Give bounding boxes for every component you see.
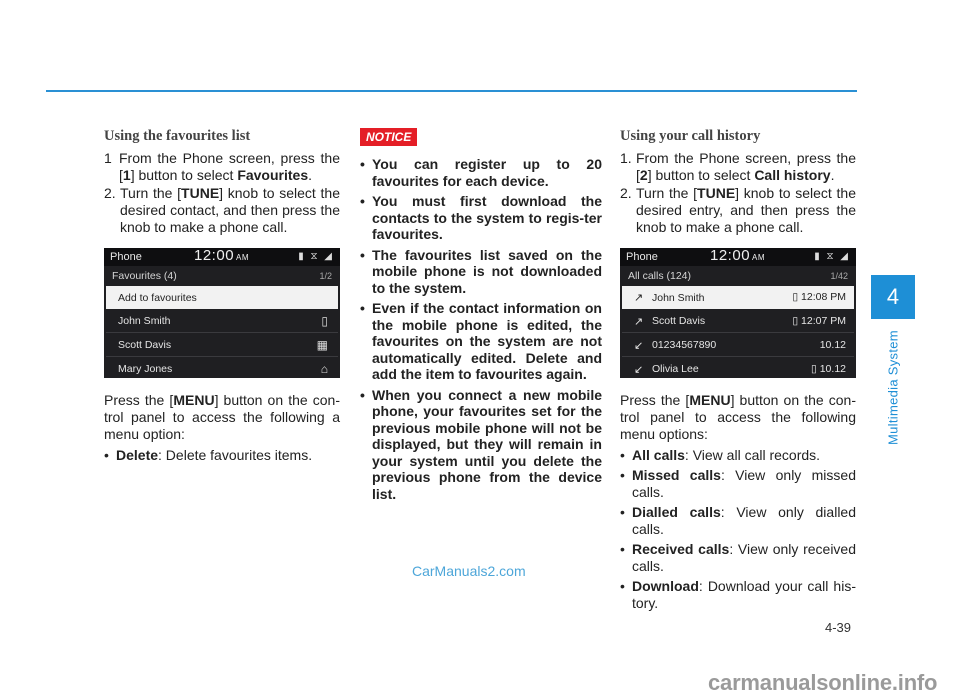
step-text: From the Phone screen, press the [1] button to select Favourites. <box>119 150 340 183</box>
notice-item: • The favourites list saved on the mobile phone is not downloaded to the system. <box>360 246 602 296</box>
status-icons: ▮ ⧖ ◢ <box>298 251 334 262</box>
step-number: 2. <box>620 185 632 201</box>
menu-option: • Delete: Delete favourites items. <box>104 447 313 463</box>
step-number: 2. <box>104 185 116 201</box>
office-icon: ▦ <box>316 338 328 352</box>
step-1 <box>620 150 856 184</box>
list-item[interactable]: Mary Jones ⌂ <box>106 358 338 378</box>
status-icons: ▮ ⧖ ◢ <box>814 251 850 262</box>
watermark-link[interactable]: CarManuals2.com <box>412 563 526 579</box>
list-item[interactable]: Add to favourites <box>106 286 338 309</box>
incoming-call-icon: ↙ <box>634 339 644 352</box>
notice-badge: NOTICE <box>360 128 417 146</box>
page-indicator: 1/2 <box>319 271 332 281</box>
menu-option: • Missed calls: View only missed calls. <box>620 467 856 500</box>
menu-option: • All calls: View all call records. <box>620 447 821 463</box>
list-title: All calls (124) <box>628 270 692 282</box>
menu-intro: Press the [MENU] button on the con-trol panel to access the following menu options: <box>620 392 857 442</box>
home-icon: ⌂ <box>320 362 328 376</box>
step-2 <box>620 185 856 236</box>
notice-item: • Even if the contact information on the mobile phone is edited, the favourites on the system are not automatically edited. Delete and add the item to favourites again. <box>360 300 602 382</box>
section-title: Using your call history <box>620 128 761 144</box>
list-item[interactable]: Scott Davis ▦ <box>106 334 338 357</box>
list-item[interactable]: ↗ Scott Davis ▯ 12:07 PM <box>622 310 854 333</box>
phone-icon: ▯ <box>792 291 799 303</box>
list-item[interactable]: ↙ Olivia Lee ▯ 10.12 <box>622 358 854 378</box>
app-title: Phone <box>110 251 142 263</box>
menu-options <box>620 447 856 612</box>
app-title: Phone <box>626 251 658 263</box>
screen-header <box>104 248 340 266</box>
notice-item: • When you connect a new mobile phone, your favourites set for the previous mobile phone will not be displayed, but they will remain in your system until you delete the previous phone from the device list. <box>360 386 602 502</box>
step-number: 1 <box>104 150 112 166</box>
page-number: 4-39 <box>825 620 852 635</box>
clock: 12:00 AM <box>710 248 766 264</box>
site-watermark: carmanualsonline.info <box>708 670 938 695</box>
call-history-screen <box>620 248 856 378</box>
chapter-tab <box>871 275 915 319</box>
list-header <box>104 266 340 286</box>
screen-header <box>620 248 856 266</box>
step-text: Turn the [TUNE] knob to select the desired entry, and then press the knob to make a phone call. <box>636 185 856 235</box>
step-1 <box>104 150 340 184</box>
list-item[interactable]: John Smith ▯ <box>106 310 338 333</box>
notice-item: • You must first download the contacts to the system to regis-ter favourites. <box>360 193 602 242</box>
chapter-label: Multimedia System <box>885 330 901 445</box>
list-item[interactable]: ↗ John Smith ▯ 12:08 PM <box>622 286 854 309</box>
step-number: 1. <box>620 150 632 166</box>
outgoing-call-icon: ↗ <box>634 292 644 304</box>
phone-icon: ▯ <box>811 363 817 375</box>
header-rule <box>46 90 857 92</box>
incoming-call-icon: ↙ <box>634 363 644 376</box>
notice-item: • You can register up to 20 favourites for each device. <box>360 156 602 189</box>
step-2 <box>104 185 340 236</box>
chapter-number: 4 <box>886 284 900 309</box>
call-history-section <box>620 128 856 615</box>
favourites-section <box>104 128 340 467</box>
menu-options <box>104 447 340 464</box>
clock: 12:00 AM <box>194 248 250 264</box>
page-indicator: 1/42 <box>830 271 848 281</box>
notice-section <box>360 128 602 506</box>
outgoing-call-icon: ↗ <box>634 315 644 328</box>
list-item[interactable]: ↙ 01234567890 10.12 <box>622 334 854 357</box>
list-header <box>620 266 856 286</box>
step-text: Turn the [TUNE] knob to select the desired contact, and then press the knob to make a phone call. <box>120 185 340 235</box>
phone-icon: ▯ <box>792 315 799 327</box>
step-text: From the Phone screen, press the [2] button to select Call history. <box>636 150 856 183</box>
section-title: Using the favourites list <box>104 128 251 144</box>
list-title: Favourites (4) <box>112 270 177 282</box>
notice-list <box>360 156 602 502</box>
menu-option: • Dialled calls: View only dialled calls. <box>620 504 856 537</box>
phone-icon: ▯ <box>321 314 328 328</box>
menu-option: • Download: Download your call his-tory. <box>620 578 856 611</box>
menu-option: • Received calls: View only received calls. <box>620 541 857 574</box>
favourites-screen <box>104 248 340 378</box>
menu-intro: Press the [MENU] button on the con-trol panel to access the following a menu option: <box>104 392 341 442</box>
